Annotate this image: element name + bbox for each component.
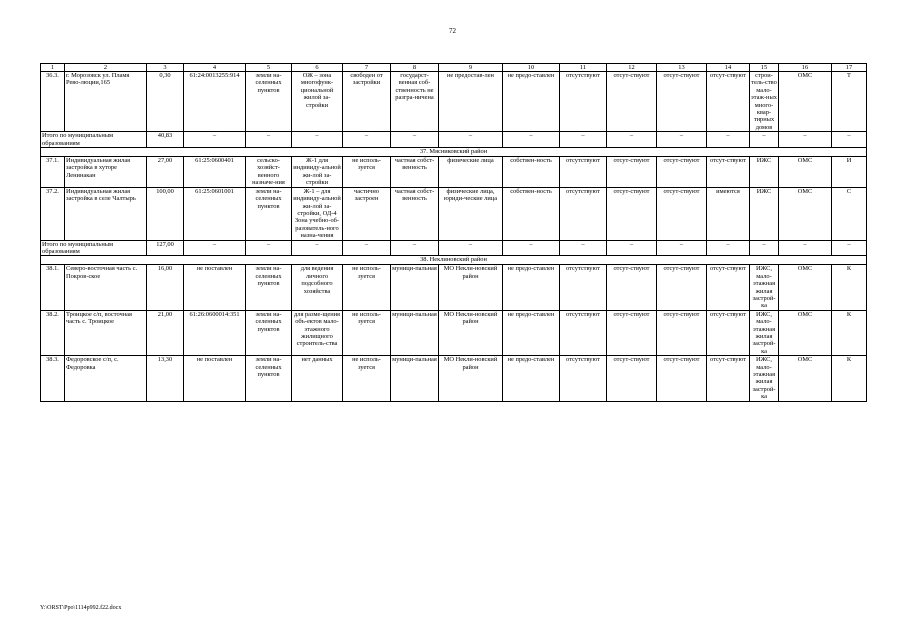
table-cell: 27,00 bbox=[147, 157, 184, 188]
empty-dash-cell: – bbox=[832, 132, 867, 148]
table-cell: отсутствуют bbox=[560, 72, 607, 132]
total-label: Итого по муниципальным образованиям bbox=[41, 240, 147, 256]
table-cell: частная собст-венность bbox=[391, 187, 439, 240]
table-cell: Индивидуальная жилая застройка в селе Чалтырь bbox=[65, 187, 147, 240]
table-cell: частная собст-венность bbox=[391, 157, 439, 188]
table-cell: отсут-ствуют bbox=[707, 310, 750, 355]
column-number: 7 bbox=[343, 64, 391, 72]
table-cell: не предо-ставлен bbox=[503, 265, 560, 310]
table-cell: МО Некли-новский район bbox=[439, 356, 503, 401]
column-number: 12 bbox=[607, 64, 657, 72]
file-path-footer: Y:\ORST\Ppo\1114p992.f22.docx bbox=[40, 605, 122, 611]
column-number: 1 bbox=[41, 64, 65, 72]
table-cell: отсут-ствуют bbox=[657, 356, 707, 401]
table-cell: физические лица, юриди-ческие лица bbox=[439, 187, 503, 240]
table-cell: отсутствуют bbox=[560, 157, 607, 188]
table-cell: не поставлен bbox=[184, 356, 246, 401]
table-cell: Т bbox=[832, 72, 867, 132]
empty-dash-cell: – bbox=[292, 132, 343, 148]
table-cell: 37.1. bbox=[41, 157, 65, 188]
table-cell: сельско-хозяйст-венного назначе-ния bbox=[246, 157, 292, 188]
table-cell: ОМС bbox=[779, 72, 832, 132]
table-cell: свободен от застройки bbox=[343, 72, 391, 132]
empty-dash-cell: – bbox=[779, 240, 832, 256]
table-cell: не предо-ставлен bbox=[503, 356, 560, 401]
column-number: 5 bbox=[246, 64, 292, 72]
empty-dash-cell: – bbox=[391, 240, 439, 256]
table-cell: ОМС bbox=[779, 265, 832, 310]
table-cell: ИЖС, мало-этажная жилая застрой-ка bbox=[750, 356, 779, 401]
table-cell: отсут-ствуют bbox=[607, 157, 657, 188]
table-cell: Ж-1 для индивиду-альной жи-лой за-стройки bbox=[293, 157, 341, 187]
table-cell: отсут-ствуют bbox=[707, 72, 750, 132]
table-row bbox=[41, 356, 867, 401]
table-cell: отсут-ствуют bbox=[657, 265, 707, 310]
table-cell: не предо-ставлен bbox=[503, 310, 560, 355]
table-cell: МО Некли-новский район bbox=[439, 265, 503, 310]
total-row bbox=[41, 240, 867, 256]
empty-dash-cell: – bbox=[246, 240, 292, 256]
empty-dash-cell: – bbox=[657, 132, 707, 148]
empty-dash-cell: – bbox=[439, 132, 503, 148]
table-cell: 38.3. bbox=[41, 356, 65, 401]
total-row bbox=[41, 132, 867, 148]
table-cell: отсут-ствуют bbox=[607, 356, 657, 401]
table-row bbox=[41, 265, 867, 310]
table-cell: К bbox=[832, 356, 867, 401]
column-number: 13 bbox=[657, 64, 707, 72]
table-cell: отсут-ствуют bbox=[707, 356, 750, 401]
table-cell: 0,30 bbox=[147, 72, 184, 132]
table-cell: Федоровское с/п, с. Федоровка bbox=[65, 356, 147, 401]
table-cell: отсут-ствуют bbox=[657, 310, 707, 355]
table-cell: отсутствуют bbox=[560, 310, 607, 355]
empty-dash-cell: – bbox=[246, 132, 292, 148]
empty-dash-cell: – bbox=[560, 132, 607, 148]
table-cell: К bbox=[832, 310, 867, 355]
column-number-row bbox=[41, 64, 867, 72]
section-header-row bbox=[41, 256, 867, 265]
table-cell: 38.1. bbox=[41, 265, 65, 310]
district-heading: 37. Мясниковский район bbox=[41, 148, 867, 157]
column-number: 14 bbox=[707, 64, 750, 72]
column-number: 9 bbox=[439, 64, 503, 72]
table-cell: земли на-селенных пунктов bbox=[246, 265, 292, 310]
table-cell: отсутствуют bbox=[560, 187, 607, 240]
table-cell: нет данных bbox=[292, 356, 343, 401]
table-cell: ИЖС, мало-этажная жилая застрой-ка bbox=[750, 265, 779, 310]
empty-dash-cell: – bbox=[560, 240, 607, 256]
table-cell: отсут-ствуют bbox=[657, 157, 707, 188]
column-number: 16 bbox=[779, 64, 832, 72]
table-cell: отсут-ствуют bbox=[607, 72, 657, 132]
table-cell: 16,00 bbox=[147, 265, 184, 310]
table-cell: земли на-селенных пунктов bbox=[246, 72, 292, 132]
table-cell: отсутствуют bbox=[560, 265, 607, 310]
total-label: Итого по муниципальным образованиям bbox=[41, 132, 147, 148]
table-cell: Троицкое с/п, восточная часть с. Троицкое bbox=[65, 310, 147, 355]
table-cell: ОМС bbox=[779, 187, 832, 240]
table-cell: ОЖ – зона многофунк-циональной жилой за-стройки bbox=[292, 72, 343, 132]
table-cell: отсутствуют bbox=[560, 356, 607, 401]
column-number: 2 bbox=[65, 64, 147, 72]
empty-dash-cell: – bbox=[439, 240, 503, 256]
table-cell: для разме-щения объ-ектов мало-этажного жилищного строитель-ства bbox=[292, 310, 343, 355]
table-cell: не поставлен bbox=[184, 265, 246, 310]
table-cell: 37.2. bbox=[41, 187, 65, 240]
table-cell: отсут-ствуют bbox=[657, 187, 707, 240]
empty-dash-cell: – bbox=[292, 240, 343, 256]
total-area: 127,00 bbox=[147, 240, 184, 256]
empty-dash-cell: – bbox=[707, 132, 750, 148]
table-cell: муници-пальная bbox=[391, 356, 439, 401]
table-cell: К bbox=[832, 265, 867, 310]
table-cell: 21,00 bbox=[147, 310, 184, 355]
table-cell: Ж-1 – для индивиду-альной жи-лой за-стройки, ОД-4 Зона учебно-об-разователь-ного назна-чения bbox=[293, 187, 341, 240]
table-cell: отсут-ствуют bbox=[707, 157, 750, 188]
column-number: 11 bbox=[560, 64, 607, 72]
table-cell: строи-тель-ство мало-этаж-ных много-квар-тирных домов bbox=[751, 72, 777, 131]
table-cell: 36.3. bbox=[41, 72, 65, 132]
table-cell: 100,00 bbox=[147, 187, 184, 240]
table-row bbox=[41, 157, 867, 188]
empty-dash-cell: – bbox=[503, 240, 560, 256]
land-plots-table bbox=[40, 63, 867, 402]
table-cell: 61:25:0601001 bbox=[184, 187, 246, 240]
table-row bbox=[41, 310, 867, 355]
table-cell: 61:24:0013255:914 bbox=[184, 72, 246, 132]
table-cell: ИЖС bbox=[750, 157, 779, 188]
section-header-row bbox=[41, 148, 867, 157]
table-cell: отсут-ствуют bbox=[707, 265, 750, 310]
table-cell: 61:25:0600401 bbox=[184, 157, 246, 188]
empty-dash-cell: – bbox=[707, 240, 750, 256]
empty-dash-cell: – bbox=[343, 240, 391, 256]
table-cell: Северо-восточная часть с. Покров-ское bbox=[65, 265, 147, 310]
table-row bbox=[41, 72, 867, 132]
table-cell: отсут-ствуют bbox=[607, 187, 657, 240]
column-number: 6 bbox=[292, 64, 343, 72]
column-number: 8 bbox=[391, 64, 439, 72]
page-number: 72 bbox=[449, 27, 456, 35]
table-cell: ИЖС bbox=[750, 187, 779, 240]
empty-dash-cell: – bbox=[832, 240, 867, 256]
table-cell: физические лица bbox=[439, 157, 503, 188]
table-cell: частично застроен bbox=[343, 187, 391, 240]
total-area: 40,83 bbox=[147, 132, 184, 148]
table-cell: ОМС bbox=[779, 310, 832, 355]
table-cell: собствен-ность bbox=[503, 187, 560, 240]
table-cell: ОМС bbox=[779, 157, 832, 188]
table-cell: 61:26:0600014:351 bbox=[184, 310, 246, 355]
empty-dash-cell: – bbox=[750, 240, 779, 256]
empty-dash-cell: – bbox=[184, 132, 246, 148]
empty-dash-cell: – bbox=[607, 240, 657, 256]
empty-dash-cell: – bbox=[657, 240, 707, 256]
table-cell: собствен-ность bbox=[503, 157, 560, 188]
table-cell: 13,30 bbox=[147, 356, 184, 401]
table-cell: 38.2. bbox=[41, 310, 65, 355]
column-number: 3 bbox=[147, 64, 184, 72]
table-cell: муници-пальная bbox=[391, 310, 439, 355]
column-number: 4 bbox=[184, 64, 246, 72]
empty-dash-cell: – bbox=[184, 240, 246, 256]
table-cell: ОМС bbox=[779, 356, 832, 401]
table-cell: отсут-ствуют bbox=[607, 265, 657, 310]
table-cell: отсут-ствуют bbox=[607, 310, 657, 355]
table-cell: земли на-селенных пунктов bbox=[246, 310, 292, 355]
table-cell: не предо-ставлен bbox=[503, 72, 560, 132]
table-cell: земли на-селенных пунктов bbox=[246, 187, 292, 240]
empty-dash-cell: – bbox=[750, 132, 779, 148]
column-number: 10 bbox=[503, 64, 560, 72]
table-cell: для ведения личного подсобного хозяйства bbox=[292, 265, 343, 310]
empty-dash-cell: – bbox=[779, 132, 832, 148]
table-cell: ИЖС, мало-этажная жилая застрой-ка bbox=[750, 310, 779, 355]
district-heading: 38. Неклиновский район bbox=[41, 256, 867, 265]
table-cell: отсут-ствуют bbox=[657, 72, 707, 132]
table-cell: не исполь-зуется bbox=[343, 356, 391, 401]
table-cell: не предостав-лен bbox=[439, 72, 503, 132]
table-cell: не исполь-зуется bbox=[343, 157, 391, 188]
table-cell: С bbox=[832, 187, 867, 240]
table-row bbox=[41, 187, 867, 240]
table-cell: МО Некли-новский район bbox=[439, 310, 503, 355]
table-cell: не исполь-зуется bbox=[343, 265, 391, 310]
table-cell: не исполь-зуется bbox=[343, 310, 391, 355]
empty-dash-cell: – bbox=[343, 132, 391, 148]
empty-dash-cell: – bbox=[391, 132, 439, 148]
column-number: 17 bbox=[832, 64, 867, 72]
column-number: 15 bbox=[750, 64, 779, 72]
empty-dash-cell: – bbox=[607, 132, 657, 148]
empty-dash-cell: – bbox=[503, 132, 560, 148]
table-cell: государст-венная соб-ственность не разгра-ничена bbox=[391, 72, 439, 132]
table-cell: г. Морозовск ул. Пламя Рево-люции,165 bbox=[65, 72, 147, 132]
table-cell: имеются bbox=[707, 187, 750, 240]
table-cell: Индивидуальная жилая застройка в хуторе Ленинакан bbox=[65, 157, 147, 188]
table-cell: муници-пальная bbox=[391, 265, 439, 310]
table-cell: И bbox=[832, 157, 867, 188]
table-cell: земли на-селенных пунктов bbox=[246, 356, 292, 401]
